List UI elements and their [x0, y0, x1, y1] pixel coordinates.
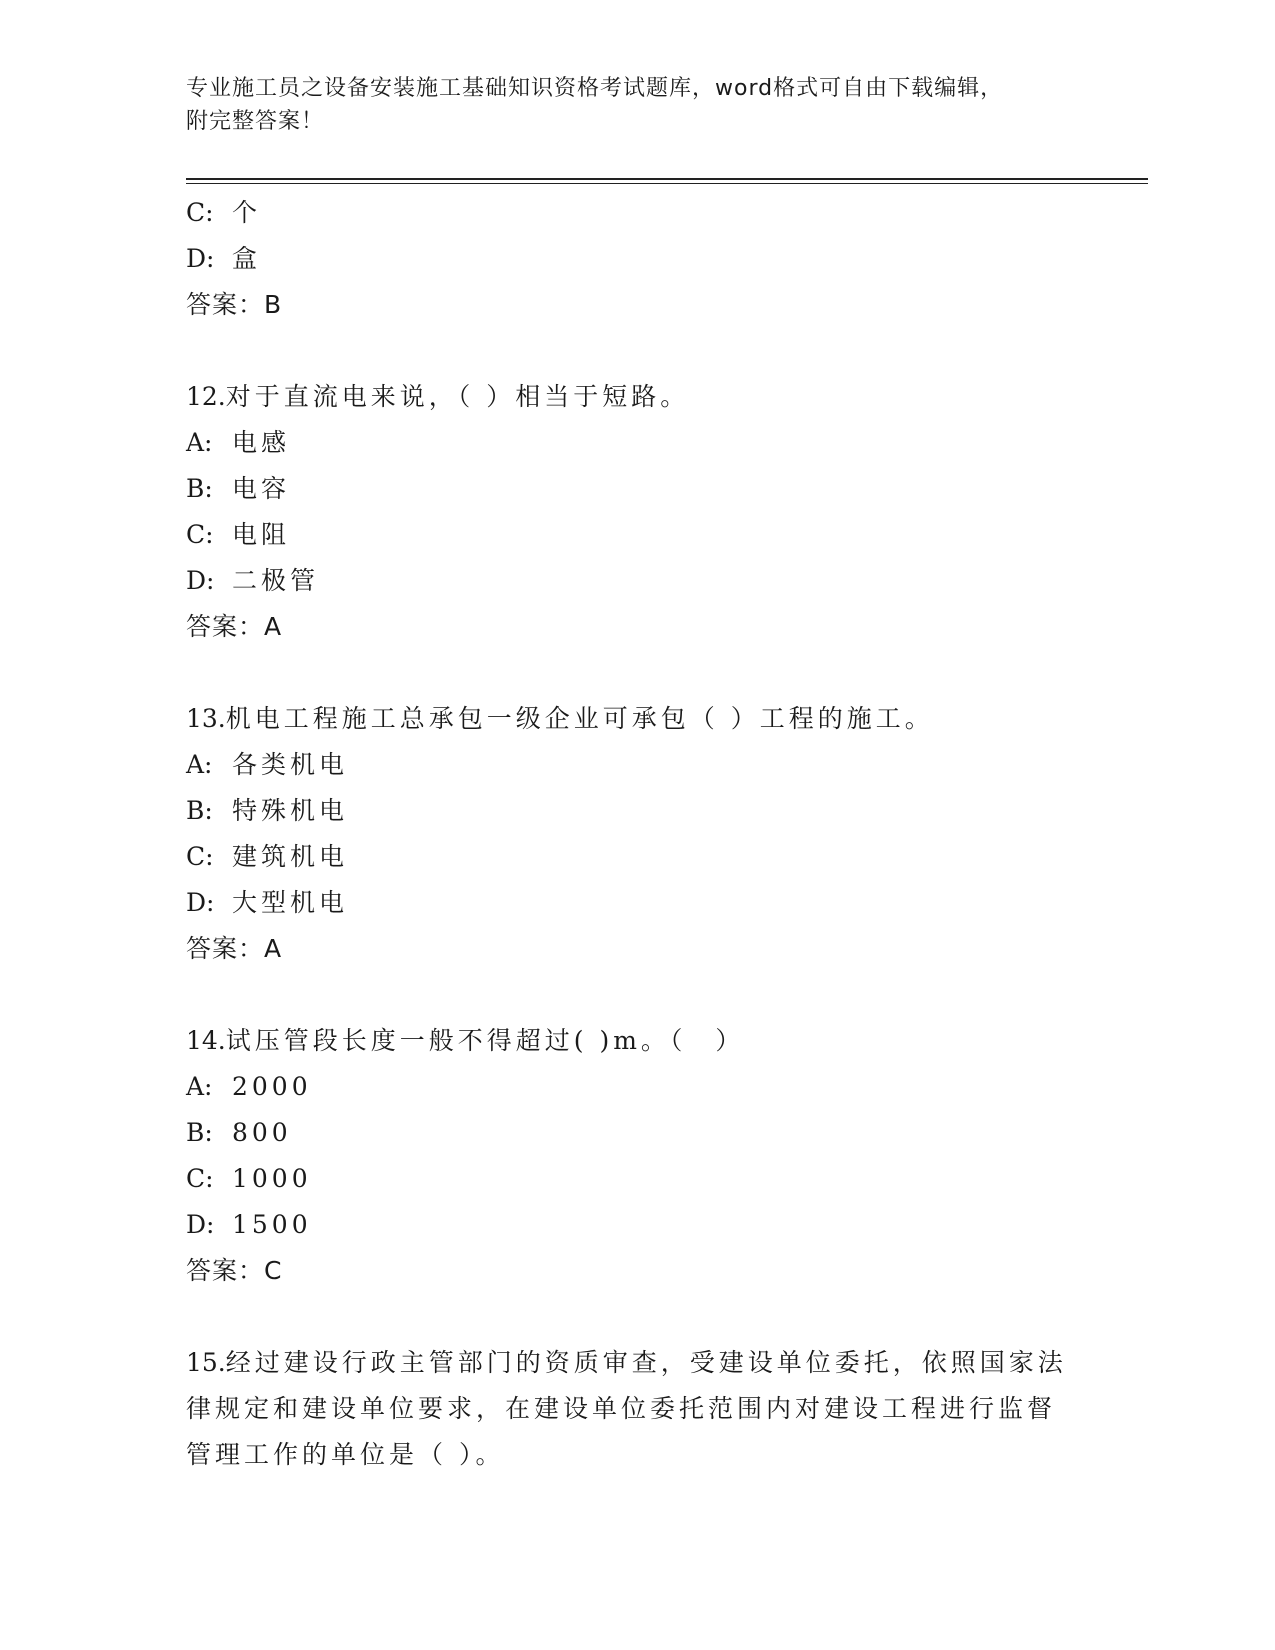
option-d	[186, 558, 1086, 604]
option-text: 盒	[232, 244, 262, 273]
option-c	[186, 1156, 1086, 1202]
option-label: A:	[186, 428, 213, 457]
option-label: C:	[186, 1164, 214, 1193]
option-d	[186, 880, 1086, 926]
option-c	[186, 190, 1086, 236]
question-number: 13.	[186, 704, 226, 733]
option-d	[186, 236, 1086, 282]
question-14-stem	[186, 1018, 1086, 1064]
option-label: D:	[186, 244, 215, 273]
option-text: 建筑机电	[232, 842, 349, 871]
option-b	[186, 466, 1086, 512]
spacer	[186, 1294, 1086, 1340]
option-text: 特殊机电	[232, 796, 349, 825]
header-divider-thick	[186, 178, 1148, 180]
option-label: C:	[186, 842, 214, 871]
question-text: 机电工程施工总承包一级企业可承包（ ）工程的施工。	[225, 704, 934, 733]
question-15-stem-line-2: 律规定和建设单位要求，在建设单位委托范围内对建设工程进行监督	[186, 1394, 1057, 1423]
option-text: 800	[232, 1118, 292, 1147]
option-c	[186, 834, 1086, 880]
option-label: C:	[186, 198, 214, 227]
option-label: B:	[186, 796, 213, 825]
option-text: 1500	[232, 1210, 312, 1239]
option-text: 大型机电	[232, 888, 349, 917]
option-label: B:	[186, 474, 213, 503]
option-text: 2000	[232, 1072, 312, 1101]
spacer	[186, 328, 1086, 374]
option-label: A:	[186, 1072, 213, 1101]
option-c	[186, 512, 1086, 558]
option-label: D:	[186, 566, 215, 595]
question-text: 经过建设行政主管部门的资质审查，受建设单位委托，依照国家法	[225, 1348, 1067, 1377]
answer-line: 答案：C	[186, 1256, 283, 1285]
option-label: D:	[186, 888, 215, 917]
question-number: 12.	[186, 382, 226, 411]
option-b	[186, 1110, 1086, 1156]
header-divider-thin	[186, 183, 1148, 184]
question-text: 对于直流电来说，（ ）相当于短路。	[225, 382, 690, 411]
option-text: 1000	[232, 1164, 312, 1193]
spacer	[186, 650, 1086, 696]
answer-line: 答案：A	[186, 612, 283, 641]
question-12-stem	[186, 374, 1086, 420]
question-text: 试压管段长度一般不得超过( )m。（ ）	[225, 1026, 745, 1055]
question-number: 14.	[186, 1026, 226, 1055]
spacer	[186, 972, 1086, 1018]
option-label: B:	[186, 1118, 213, 1147]
option-label: A:	[186, 750, 213, 779]
option-text: 电容	[232, 474, 291, 503]
option-a	[186, 420, 1086, 466]
question-15-stem-line-1	[186, 1340, 1086, 1386]
option-a	[186, 1064, 1086, 1110]
option-label: D:	[186, 1210, 215, 1239]
header-line-1: 专业施工员之设备安装施工基础知识资格考试题库，word格式可自由下载编辑，	[186, 76, 1004, 101]
header-line-2: 附完整答案！	[186, 109, 325, 134]
question-15-stem-line-3: 管理工作的单位是（ ）。	[186, 1440, 505, 1469]
answer-line: 答案：A	[186, 934, 283, 963]
document-header	[186, 72, 1086, 138]
option-b	[186, 788, 1086, 834]
option-text: 个	[232, 198, 262, 227]
option-text: 电阻	[232, 520, 291, 549]
option-label: C:	[186, 520, 214, 549]
answer-line: 答案：B	[186, 290, 283, 319]
question-13-stem	[186, 696, 1086, 742]
option-text: 各类机电	[232, 750, 349, 779]
option-a	[186, 742, 1086, 788]
option-text: 电感	[232, 428, 291, 457]
option-d	[186, 1202, 1086, 1248]
question-content	[186, 190, 1086, 1478]
question-number: 15.	[186, 1348, 226, 1377]
option-text: 二极管	[232, 566, 320, 595]
